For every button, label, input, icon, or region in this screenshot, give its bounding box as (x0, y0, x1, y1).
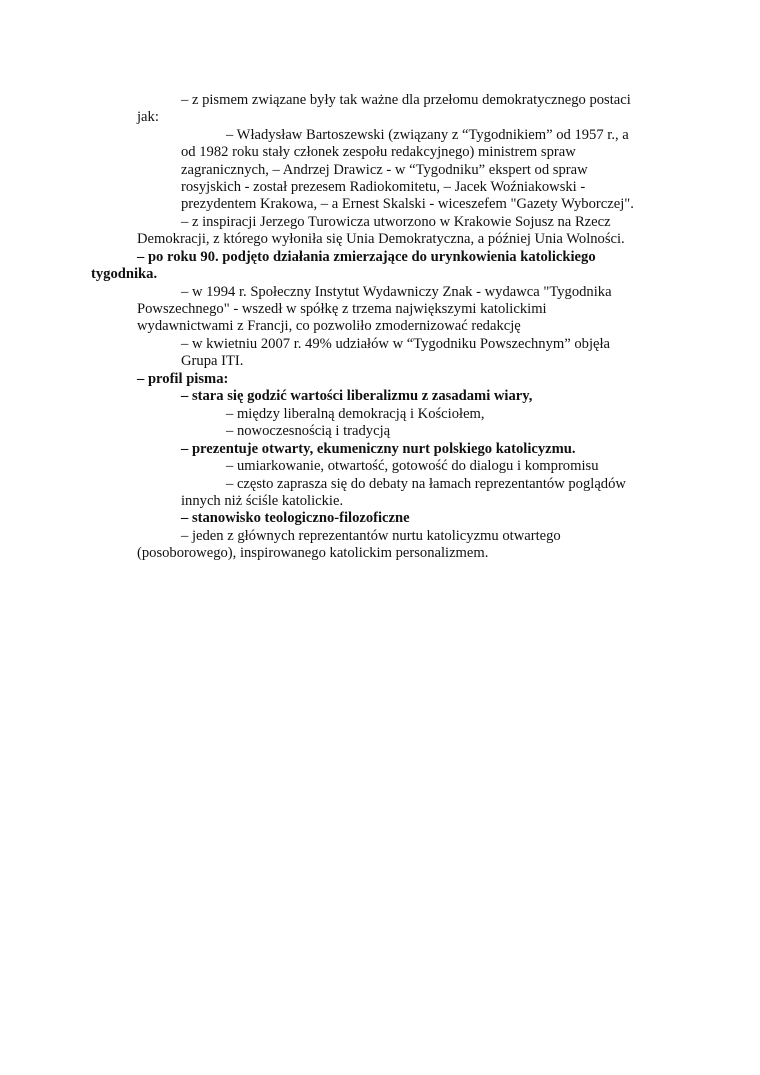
text-line: Powszechnego" - wszedł w spółkę z trzema największymi katolickimi (137, 301, 547, 317)
text-line: – między liberalną demokracją i Kościołem, (226, 406, 485, 422)
text-line: – umiarkowanie, otwartość, gotowość do dialogu i kompromisu (226, 458, 599, 474)
text-line: – nowoczesnością i tradycją (226, 423, 391, 439)
text-line: – jeden z głównych reprezentantów nurtu katolicyzmu otwartego (181, 528, 561, 544)
text-line: – w 1994 r. Społeczny Instytut Wydawniczy Znak - wydawca "Tygodnika (181, 284, 612, 300)
text-line: prezydentem Krakowa, – a Ernest Skalski - wiceszefem "Gazety Wyborczej". (181, 196, 634, 212)
text-line: rosyjskich - został prezesem Radiokomitetu, – Jacek Woźniakowski - (181, 179, 586, 195)
text-line: – Władysław Bartoszewski (związany z “Tygodnikiem” od 1957 r., a (226, 127, 629, 143)
subsection-heading: – stanowisko teologiczno-filozoficzne (181, 510, 410, 526)
text-line: – z inspiracji Jerzego Turowicza utworzono w Krakowie Sojusz na Rzecz (181, 214, 611, 230)
text-line: zagranicznych, – Andrzej Drawicz - w “Tygodniku” ekspert od spraw (181, 162, 588, 178)
text-line: – często zaprasza się do debaty na łamach reprezentantów poglądów (226, 476, 626, 492)
section-heading: – profil pisma: (137, 371, 229, 387)
text-line: Grupa ITI. (181, 353, 244, 369)
text-line: innych niż ściśle katolickie. (181, 493, 344, 509)
text-line: – w kwietniu 2007 r. 49% udziałów w “Tygodniku Powszechnym” objęła (181, 336, 611, 352)
text-line: (posoborowego), inspirowanego katolickim personalizmem. (137, 545, 489, 561)
section-heading: – po roku 90. podjęto działania zmierzające do urynkowienia katolickiego (137, 249, 596, 265)
text-line: jak: (137, 109, 159, 125)
subsection-heading: – stara się godzić wartości liberalizmu z zasadami wiary, (181, 388, 533, 404)
text-line: wydawnictwami z Francji, co pozwoliło zmodernizować redakcję (137, 318, 521, 334)
section-heading: tygodnika. (91, 266, 158, 282)
subsection-heading: – prezentuje otwarty, ekumeniczny nurt polskiego katolicyzmu. (181, 441, 576, 457)
text-line: Demokracji, z którego wyłoniła się Unia Demokratyczna, a później Unia Wolności. (137, 231, 625, 247)
text-line: od 1982 roku stały członek zespołu redakcyjnego) ministrem spraw (181, 144, 576, 160)
text-line: – z pismem związane były tak ważne dla przełomu demokratycznego postaci (181, 92, 631, 108)
